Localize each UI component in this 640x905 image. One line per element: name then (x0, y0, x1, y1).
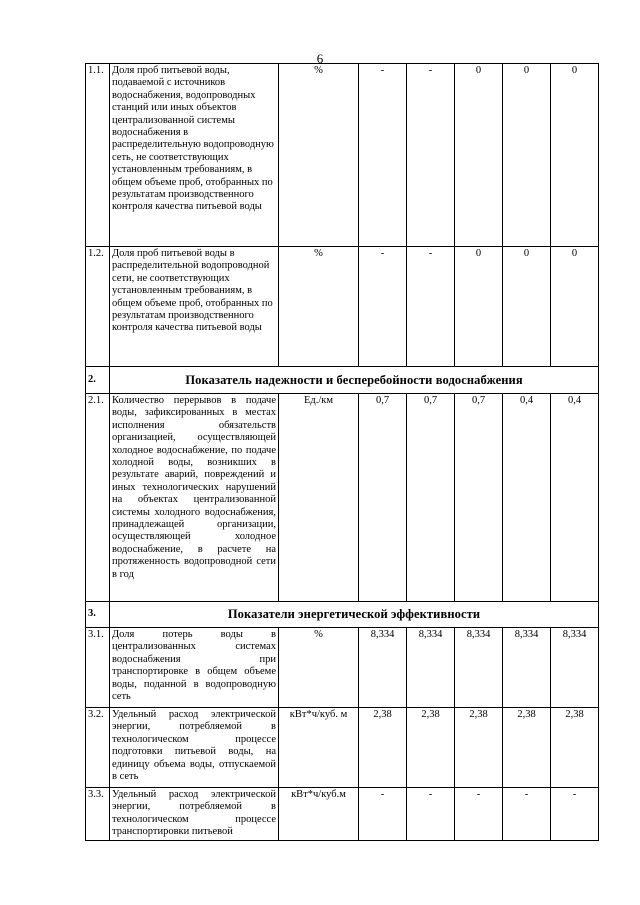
value-cell: 8,334 (455, 628, 503, 708)
unit-cell: % (279, 64, 359, 247)
indicator-description: Доля потерь воды в централизованных системах водоснабжения при транспортировке в общем объеме воды, поданной в водопроводную сеть (110, 628, 279, 708)
table-row (86, 788, 599, 841)
page-number: 6 (316, 51, 324, 66)
value-cell: 2,38 (455, 708, 503, 788)
value-cell: 2,38 (503, 708, 551, 788)
value-cell: 8,334 (359, 628, 407, 708)
unit-cell: кВт*ч/куб.м (279, 788, 359, 841)
value-cell: 8,334 (503, 628, 551, 708)
value-cell: 0,7 (455, 394, 503, 602)
value-cell: 2,38 (551, 708, 599, 788)
unit-cell: Ед./км (279, 394, 359, 602)
value-cell: 0 (503, 247, 551, 367)
value-cell: 0 (455, 247, 503, 367)
value-cell: 2,38 (359, 708, 407, 788)
section-number: 3. (86, 602, 110, 628)
row-number: 2.1. (86, 394, 110, 602)
value-cell: - (407, 788, 455, 841)
table-row (86, 628, 599, 708)
section-title: Показатель надежности и бесперебойности водоснабжения (110, 367, 599, 394)
value-cell: 2,38 (407, 708, 455, 788)
row-number: 3.1. (86, 628, 110, 708)
value-cell: 0 (503, 64, 551, 247)
row-number: 3.3. (86, 788, 110, 841)
value-cell: 8,334 (407, 628, 455, 708)
section-number: 2. (86, 367, 110, 394)
value-cell: 0 (551, 64, 599, 247)
value-cell: 0,4 (503, 394, 551, 602)
table-row (86, 64, 599, 247)
value-cell: 0 (455, 64, 503, 247)
value-cell: - (407, 247, 455, 367)
unit-cell: % (279, 247, 359, 367)
row-number: 1.1. (86, 64, 110, 247)
section-row (86, 367, 599, 394)
indicator-description: Удельный расход электрической энергии, потребляемой в технологическом процессе транспортировки питьевой (110, 788, 279, 841)
value-cell: 0,4 (551, 394, 599, 602)
value-cell: 0,7 (359, 394, 407, 602)
value-cell: - (455, 788, 503, 841)
value-cell: - (551, 788, 599, 841)
indicator-description: Доля проб питьевой воды, подаваемой с источников водоснабжения, водопроводных станций или иных объектов централизованной системы водоснабжения в распределительную водопроводную сеть, не соответствующих установленным требованиям, в общем объеме проб, отобранных по результатам производственного контроля качества питьевой воды (110, 64, 279, 247)
value-cell: - (359, 788, 407, 841)
unit-cell: кВт*ч/куб. м (279, 708, 359, 788)
value-cell: - (359, 247, 407, 367)
indicator-description: Количество перерывов в подаче воды, зафиксированных в местах исполнения обязательств организацией, осуществляющей холодное водоснабжение, по подаче холодной воды, возникших в результате аварий, повреждений и иных технологических нарушений на объектах централизованной системы холодного водоснабжения, принадлежащей организации, осуществляющей холодное водоснабжение, в расчете на протяженность водопроводной сети в год (110, 394, 279, 602)
value-cell: 0 (551, 247, 599, 367)
unit-cell: % (279, 628, 359, 708)
section-title: Показатели энергетической эффективности (110, 602, 599, 628)
table-row (86, 394, 599, 602)
indicator-description: Доля проб питьевой воды в распределительной водопроводной сети, не соответствующих установленным требованиям, в общем объеме проб, отобранных по результатам производственного контроля качества питьевой воды (110, 247, 279, 367)
indicator-description: Удельный расход электрической энергии, потребляемой в технологическом процессе подготовки питьевой воды, на единицу объема воды, отпускаемой в сеть (110, 708, 279, 788)
value-cell: - (359, 64, 407, 247)
table-row (86, 247, 599, 367)
indicators-table (85, 63, 599, 841)
row-number: 3.2. (86, 708, 110, 788)
table-row (86, 708, 599, 788)
value-cell: 8,334 (551, 628, 599, 708)
value-cell: - (407, 64, 455, 247)
value-cell: - (503, 788, 551, 841)
row-number: 1.2. (86, 247, 110, 367)
section-row (86, 602, 599, 628)
value-cell: 0,7 (407, 394, 455, 602)
